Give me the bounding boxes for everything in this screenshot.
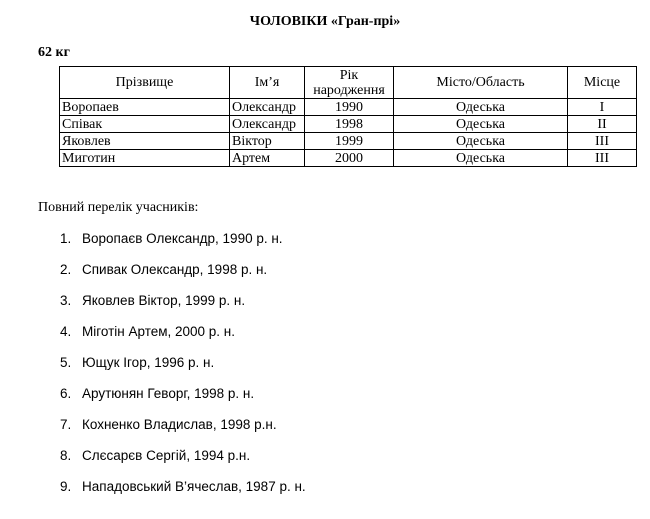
list-item-number: 9.	[60, 479, 72, 494]
list-item-text: Кохненко Владислав, 1998 р.н.	[82, 417, 277, 432]
table-row	[60, 99, 637, 116]
table-header-row	[60, 67, 637, 99]
cell-name: Віктор	[230, 133, 305, 150]
list-item-text: Арутюнян Геворг, 1998 р. н.	[82, 386, 255, 401]
cell-city: Одеська	[394, 133, 568, 150]
list-item-number: 3.	[60, 293, 72, 308]
list-item	[60, 324, 306, 355]
list-item-text: Мiготiн Артем, 2000 р. н.	[82, 324, 236, 339]
results-table	[59, 66, 637, 167]
cell-city: Одеська	[394, 99, 568, 116]
cell-surname: Миготин	[60, 150, 230, 167]
participants-list	[60, 231, 306, 510]
list-item	[60, 386, 306, 417]
list-item	[60, 293, 306, 324]
cell-year: 1999	[305, 133, 394, 150]
cell-year: 1998	[305, 116, 394, 133]
cell-surname: Воропаев	[60, 99, 230, 116]
weight-category: 62 кг	[38, 45, 70, 60]
list-item	[60, 262, 306, 293]
table-row	[60, 116, 637, 133]
header-city: Місто/Область	[394, 67, 568, 99]
list-item-text: Нападовський В’ячеслав, 1987 р. н.	[82, 479, 306, 494]
list-item	[60, 355, 306, 386]
header-birth-year	[305, 67, 394, 99]
header-name: Ім’я	[230, 67, 305, 99]
list-item	[60, 417, 306, 448]
document-title: ЧОЛОВІКИ «Гран-прі»	[249, 14, 401, 29]
header-birth-year-line2: народження	[313, 82, 385, 98]
list-item	[60, 448, 306, 479]
list-item	[60, 231, 306, 262]
cell-name: Олександр	[230, 99, 305, 116]
list-item-number: 7.	[60, 417, 72, 432]
header-surname: Прізвище	[60, 67, 230, 99]
cell-year: 1990	[305, 99, 394, 116]
list-item-text: Слєсарєв Сергій, 1994 р.н.	[82, 448, 251, 463]
list-item-text: Ющук Ігор, 1996 р. н.	[82, 355, 215, 370]
table-row	[60, 150, 637, 167]
cell-surname: Яковлев	[60, 133, 230, 150]
cell-city: Одеська	[394, 116, 568, 133]
list-item-number: 2.	[60, 262, 72, 277]
cell-place: II	[568, 116, 637, 133]
cell-name: Артем	[230, 150, 305, 167]
cell-name: Олександр	[230, 116, 305, 133]
list-item-number: 8.	[60, 448, 72, 463]
list-item-number: 5.	[60, 355, 72, 370]
header-place: Місце	[568, 67, 637, 99]
list-item-number: 1.	[60, 231, 72, 246]
cell-place: III	[568, 133, 637, 150]
list-item-text: Яковлев Віктор, 1999 р. н.	[82, 293, 246, 308]
cell-place: III	[568, 150, 637, 167]
list-item-number: 6.	[60, 386, 72, 401]
table-row	[60, 133, 637, 150]
cell-year: 2000	[305, 150, 394, 167]
cell-city: Одеська	[394, 150, 568, 167]
cell-place: I	[568, 99, 637, 116]
list-item-text: Спивак Олександр, 1998 р. н.	[82, 262, 268, 277]
header-birth-year-line1: Рік	[339, 67, 359, 83]
full-list-heading: Повний перелік учасників:	[38, 200, 199, 215]
list-item-number: 4.	[60, 324, 72, 339]
list-item-text: Воропаєв Олександр, 1990 р. н.	[82, 231, 283, 246]
list-item	[60, 479, 306, 510]
cell-surname: Співак	[60, 116, 230, 133]
